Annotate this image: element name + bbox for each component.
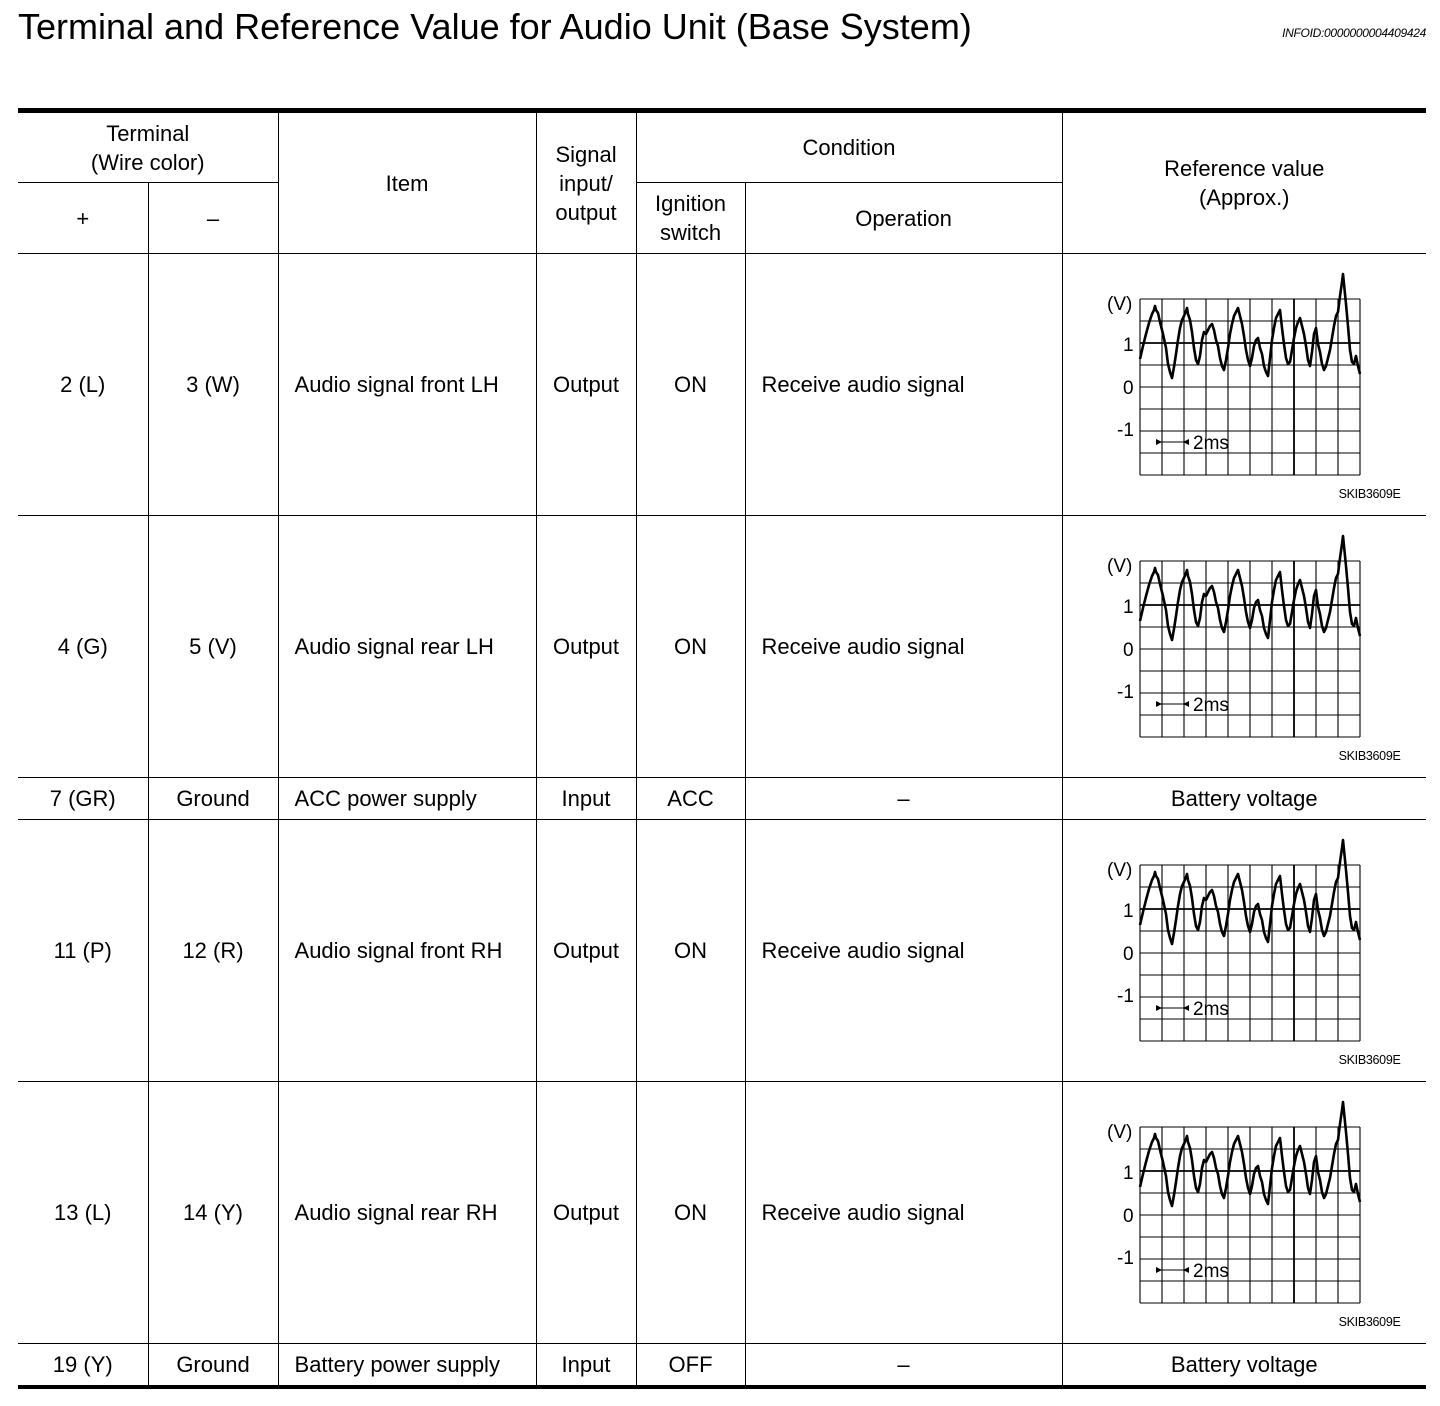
cell-operation: Receive audio signal bbox=[745, 516, 1062, 778]
figure-code: SKIB3609E bbox=[1338, 487, 1401, 501]
cell-signal: Output bbox=[536, 820, 636, 1082]
table-row bbox=[18, 820, 1426, 1082]
waveform-grid bbox=[1140, 865, 1360, 1041]
y-unit-label: (V) bbox=[1106, 1122, 1132, 1143]
cell-reference-value: Battery voltage bbox=[1062, 778, 1426, 820]
cell-terminal-minus: Ground bbox=[148, 1344, 278, 1388]
cell-reference-value: Battery voltage bbox=[1062, 1344, 1426, 1388]
cell-item: Audio signal front RH bbox=[278, 820, 536, 1082]
cell-terminal-plus: 7 (GR) bbox=[18, 778, 148, 820]
cell-reference-waveform bbox=[1062, 254, 1426, 516]
cell-reference-waveform bbox=[1062, 516, 1426, 778]
cell-ignition: ON bbox=[636, 254, 745, 516]
time-scale-label: 2ms bbox=[1192, 695, 1229, 716]
y-tick-label: -1 bbox=[1116, 420, 1134, 441]
header-operation: Operation bbox=[745, 183, 1062, 254]
header-terminal: Terminal (Wire color) bbox=[18, 111, 278, 183]
cell-item: ACC power supply bbox=[278, 778, 536, 820]
cell-terminal-minus: 3 (W) bbox=[148, 254, 278, 516]
y-tick-label: 1 bbox=[1122, 901, 1134, 922]
waveform-figure bbox=[1063, 516, 1427, 777]
table-row bbox=[18, 1344, 1426, 1388]
cell-operation: – bbox=[745, 778, 1062, 820]
cell-terminal-minus: Ground bbox=[148, 778, 278, 820]
cell-terminal-minus: 14 (Y) bbox=[148, 1082, 278, 1344]
cell-terminal-minus: 12 (R) bbox=[148, 820, 278, 1082]
time-scale-label: 2ms bbox=[1192, 433, 1229, 454]
figure-code: SKIB3609E bbox=[1338, 749, 1401, 763]
header-condition: Condition bbox=[636, 111, 1062, 183]
cell-operation: – bbox=[745, 1344, 1062, 1388]
cell-terminal-plus: 11 (P) bbox=[18, 820, 148, 1082]
header-ignition: Ignition switch bbox=[636, 183, 745, 254]
header-plus: + bbox=[18, 183, 148, 254]
y-tick-label: -1 bbox=[1116, 986, 1134, 1007]
cell-operation: Receive audio signal bbox=[745, 254, 1062, 516]
waveform-figure bbox=[1063, 820, 1427, 1081]
cell-terminal-plus: 2 (L) bbox=[18, 254, 148, 516]
y-tick-label: 1 bbox=[1122, 597, 1134, 618]
y-unit-label: (V) bbox=[1106, 860, 1132, 881]
table-row bbox=[18, 778, 1426, 820]
cell-operation: Receive audio signal bbox=[745, 820, 1062, 1082]
waveform-grid bbox=[1140, 299, 1360, 475]
header-item: Item bbox=[278, 111, 536, 254]
waveform-figure bbox=[1063, 1082, 1427, 1343]
header-signal: Signal input/ output bbox=[536, 111, 636, 254]
y-tick-label: 0 bbox=[1122, 1206, 1134, 1227]
cell-ignition: ON bbox=[636, 820, 745, 1082]
time-scale-label: 2ms bbox=[1192, 1261, 1229, 1282]
y-tick-label: -1 bbox=[1116, 682, 1134, 703]
cell-signal: Input bbox=[536, 778, 636, 820]
table-row bbox=[18, 1082, 1426, 1344]
info-id: INFOID:0000000004409424 bbox=[1282, 26, 1426, 40]
y-tick-label: 0 bbox=[1122, 944, 1134, 965]
y-tick-label: 1 bbox=[1122, 335, 1134, 356]
waveform-figure bbox=[1063, 254, 1427, 515]
cell-ignition: ON bbox=[636, 1082, 745, 1344]
cell-signal: Output bbox=[536, 516, 636, 778]
table-row bbox=[18, 516, 1426, 778]
waveform-grid bbox=[1140, 561, 1360, 737]
table-row bbox=[18, 254, 1426, 516]
cell-terminal-plus: 19 (Y) bbox=[18, 1344, 148, 1388]
cell-terminal-plus: 4 (G) bbox=[18, 516, 148, 778]
y-unit-label: (V) bbox=[1106, 294, 1132, 315]
cell-item: Battery power supply bbox=[278, 1344, 536, 1388]
cell-item: Audio signal front LH bbox=[278, 254, 536, 516]
terminal-reference-table bbox=[18, 108, 1426, 1389]
cell-signal: Output bbox=[536, 254, 636, 516]
figure-code: SKIB3609E bbox=[1338, 1053, 1401, 1067]
cell-ignition: ACC bbox=[636, 778, 745, 820]
y-tick-label: 0 bbox=[1122, 378, 1134, 399]
cell-signal: Input bbox=[536, 1344, 636, 1388]
cell-terminal-minus: 5 (V) bbox=[148, 516, 278, 778]
y-unit-label: (V) bbox=[1106, 556, 1132, 577]
cell-ignition: OFF bbox=[636, 1344, 745, 1388]
figure-code: SKIB3609E bbox=[1338, 1315, 1401, 1329]
time-scale-label: 2ms bbox=[1192, 999, 1229, 1020]
cell-reference-waveform bbox=[1062, 820, 1426, 1082]
cell-item: Audio signal rear RH bbox=[278, 1082, 536, 1344]
page-title: Terminal and Reference Value for Audio Unit (Base System) bbox=[18, 6, 972, 47]
header-reference: Reference value (Approx.) bbox=[1062, 111, 1426, 254]
cell-item: Audio signal rear LH bbox=[278, 516, 536, 778]
cell-operation: Receive audio signal bbox=[745, 1082, 1062, 1344]
y-tick-label: 0 bbox=[1122, 640, 1134, 661]
waveform-grid bbox=[1140, 1127, 1360, 1303]
cell-terminal-plus: 13 (L) bbox=[18, 1082, 148, 1344]
cell-signal: Output bbox=[536, 1082, 636, 1344]
cell-reference-waveform bbox=[1062, 1082, 1426, 1344]
y-tick-label: 1 bbox=[1122, 1163, 1134, 1184]
header-minus: – bbox=[148, 183, 278, 254]
y-tick-label: -1 bbox=[1116, 1248, 1134, 1269]
cell-ignition: ON bbox=[636, 516, 745, 778]
